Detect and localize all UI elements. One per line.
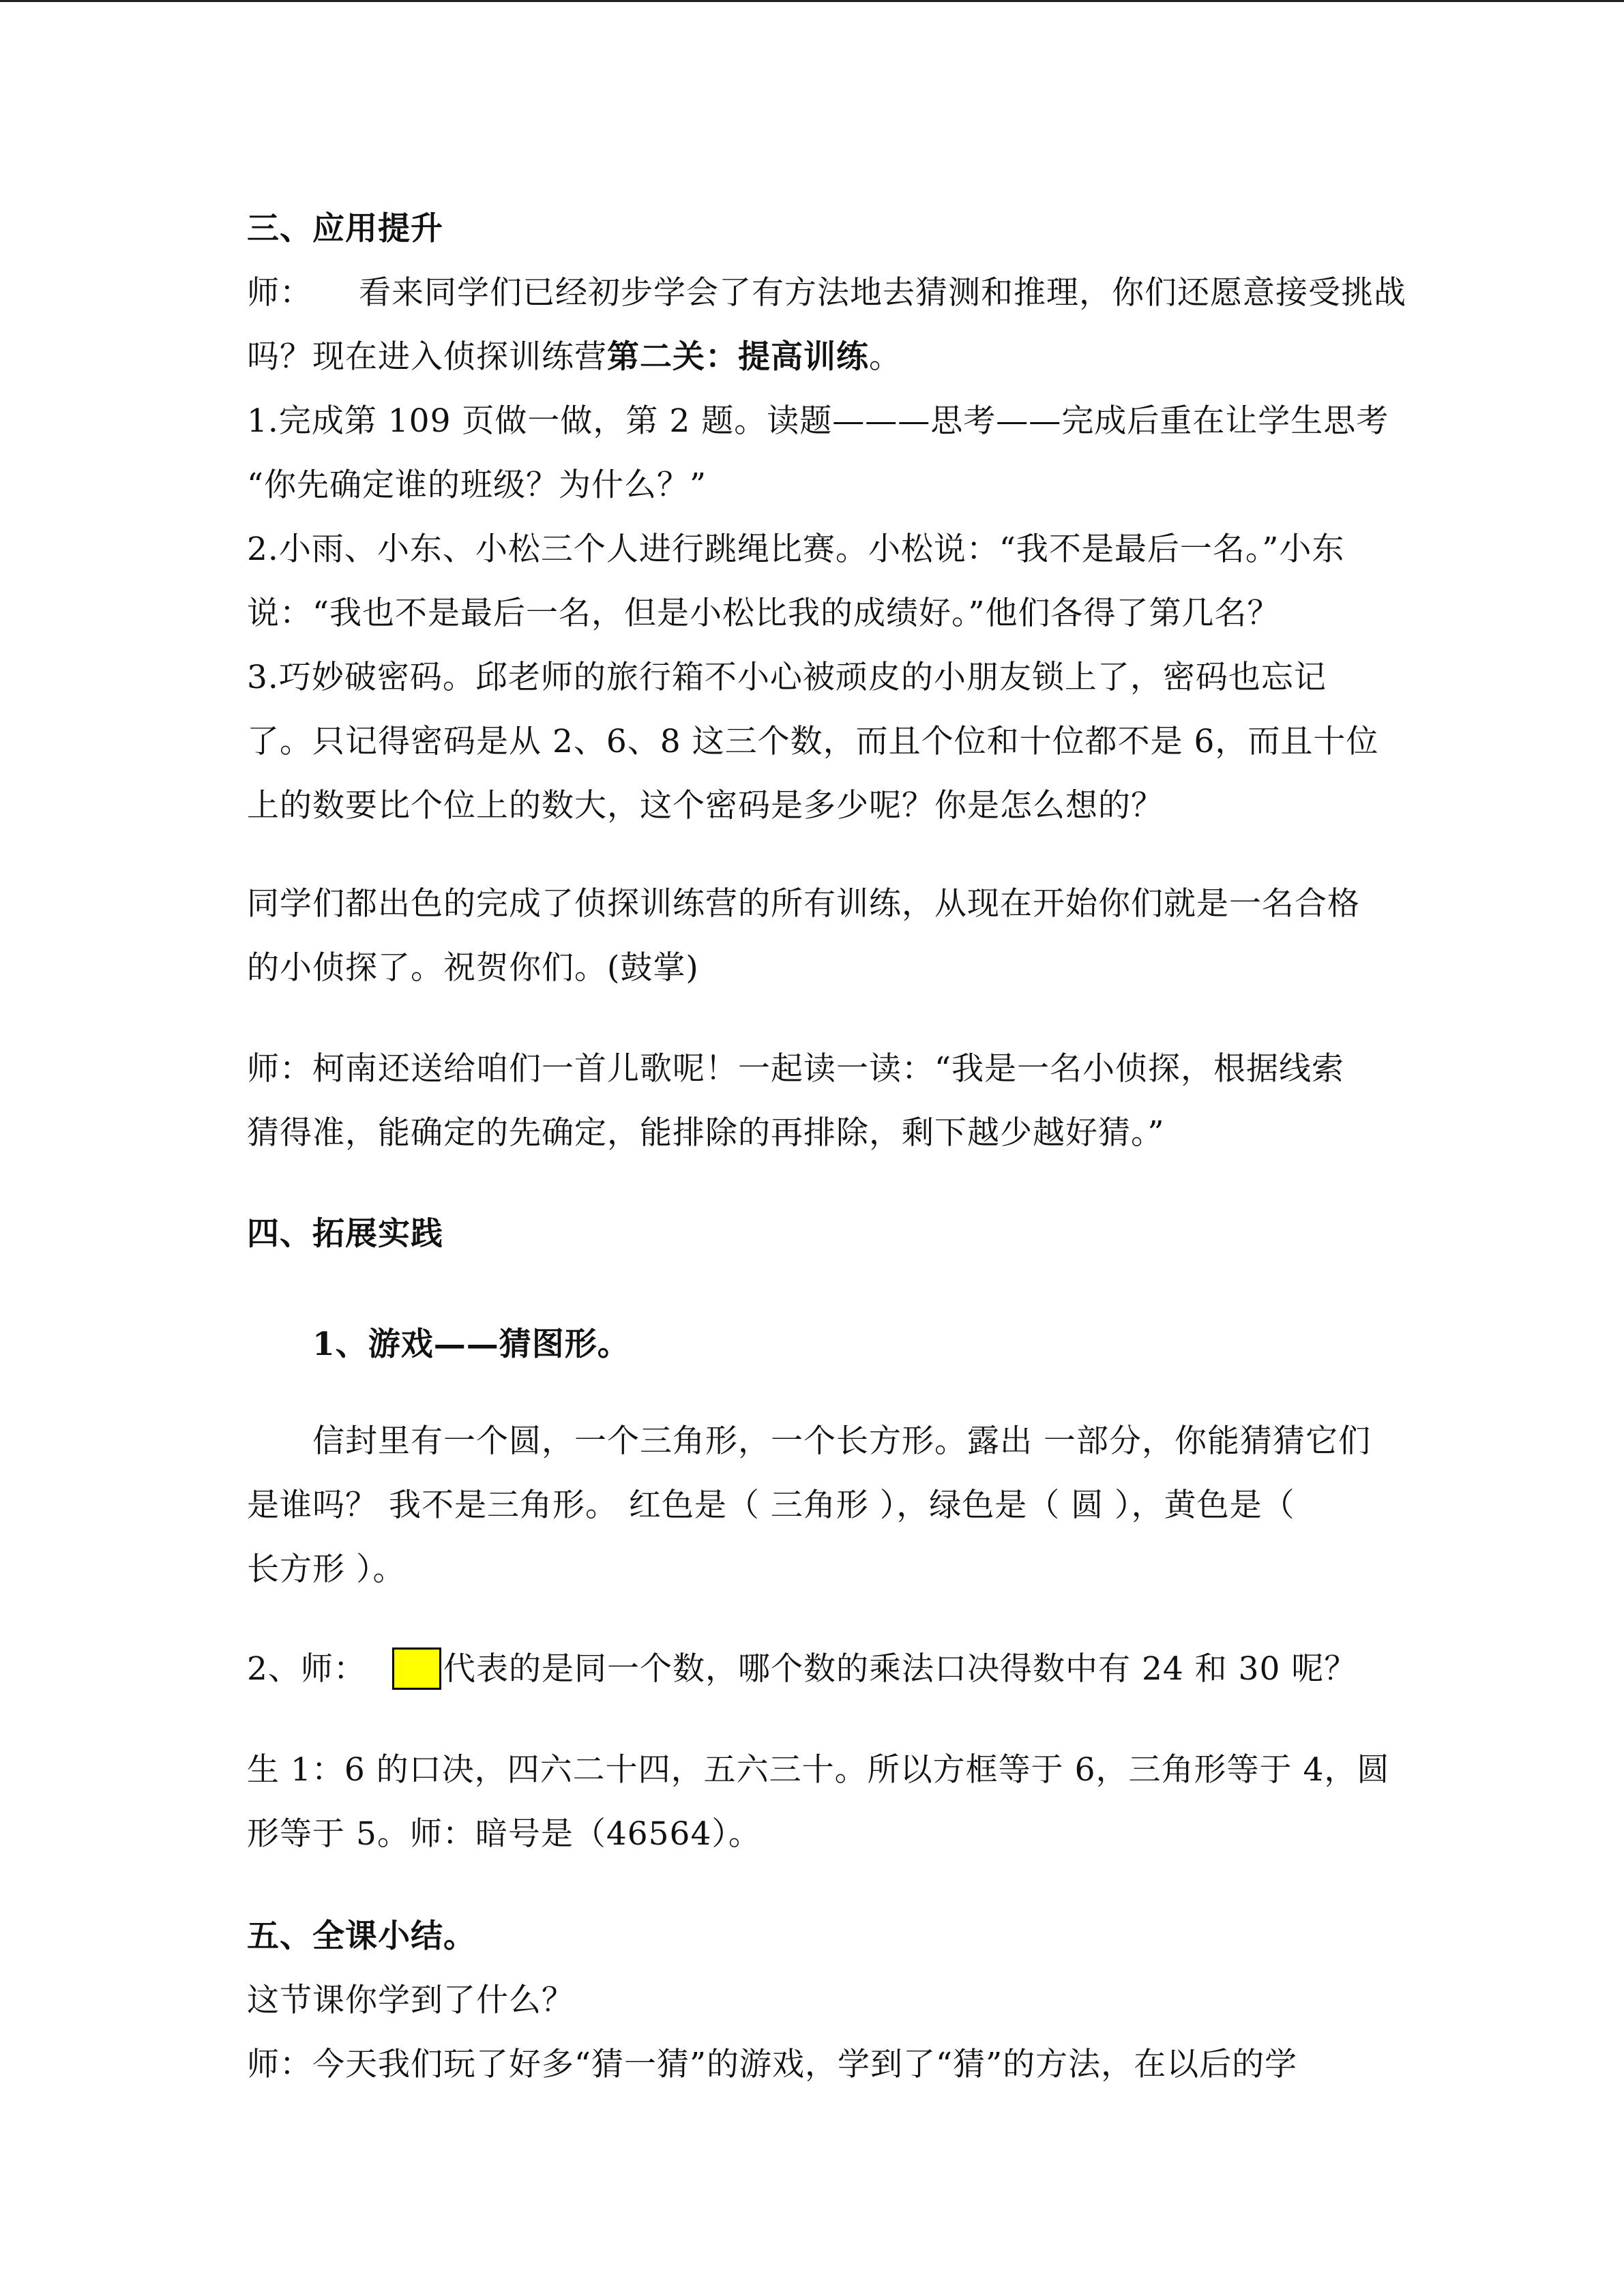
question-2-line-1: 2.小雨、小东、小松三个人进行跳绳比赛。小松说：“我不是最后一名。”小东 <box>247 531 1345 568</box>
summary-line-1: 师：今天我们玩了好多“猜一猜”的游戏，学到了“猜”的方法，在以后的学 <box>247 2046 1298 2083</box>
bold-level-title: 第二关：提高训练 <box>607 338 869 376</box>
question-3-line-3: 上的数要比个位上的数大，这个密码是多少呢？你是怎么想的？ <box>247 787 1164 824</box>
song-line-1: 师：柯南还送给咱们一首儿歌呢！一起读一读：“我是一名小侦探，根据线索 <box>247 1050 1345 1088</box>
paragraph-text: 看来同学们已经初步学会了有方法地去猜测和推理，你们还愿意接受挑战 <box>359 274 1406 312</box>
praise-line-1: 同学们都出色的完成了侦探训练营的所有训练，从现在开始你们就是一名合格 <box>247 885 1360 923</box>
summary-question: 这节课你学到了什么？ <box>247 1982 574 2019</box>
paragraph-punctuation: 。 <box>869 338 902 376</box>
paragraph-teacher-challenge-line-2 <box>247 337 902 378</box>
task-2-label: 2、师： <box>247 1650 366 1688</box>
paragraph-text: 吗？现在进入侦探训练营 <box>247 338 607 376</box>
student-answer-line-1: 生 1：6 的口决，四六二十四，五六三十。所以方框等于 6，三角形等于 4，圆 <box>247 1751 1390 1789</box>
praise-line-2: 的小侦探了。祝贺你们。(鼓掌) <box>247 949 699 987</box>
question-1-line-2: “你先确定谁的班级？为什么？” <box>247 466 707 504</box>
section-3-title: 三、应用提升 <box>247 210 443 248</box>
section-4-title: 四、拓展实践 <box>247 1215 443 1253</box>
student-answer-line-2: 形等于 5。师：暗号是（46564）。 <box>247 1815 761 1853</box>
song-line-2: 猜得准，能确定的先确定，能排除的再排除，剩下越少越好猜。” <box>247 1114 1165 1152</box>
page-top-border <box>0 0 1624 2</box>
yellow-square-symbol <box>392 1648 441 1690</box>
envelope-line-1: 信封里有一个圆，一个三角形，一个长方形。露出 一部分，你能猜猜它们 <box>312 1422 1371 1460</box>
section-5-title: 五、全课小结。 <box>247 1918 476 1955</box>
task-2-text: 代表的是同一个数，哪个数的乘法口决得数中有 24 和 30 呢？ <box>443 1650 1357 1688</box>
paragraph-teacher-challenge-line-1 <box>247 273 1406 314</box>
speaker-label: 师： <box>247 274 312 312</box>
game-title: 1、游戏——猜图形。 <box>312 1326 630 1363</box>
question-3-line-2: 了。只记得密码是从 2、6、8 这三个数，而且个位和十位都不是 6，而且十位 <box>247 723 1379 760</box>
question-2-line-2: 说：“我也不是最后一名，但是小松比我的成绩好。”他们各得了第几名？ <box>247 595 1280 632</box>
envelope-line-2: 是谁吗？ 我不是三角形。 红色是（ 三角形 ），绿色是（ 圆 ），黄色是（ <box>247 1487 1295 1524</box>
question-1-line-1: 1.完成第 109 页做一做，第 2 题。读题———思考——完成后重在让学生思考 <box>247 402 1389 440</box>
envelope-line-3: 长方形 ）。 <box>247 1551 406 1588</box>
question-3-line-1: 3.巧妙破密码。邱老师的旅行箱不小心被顽皮的小朋友锁上了，密码也忘记 <box>247 659 1327 696</box>
